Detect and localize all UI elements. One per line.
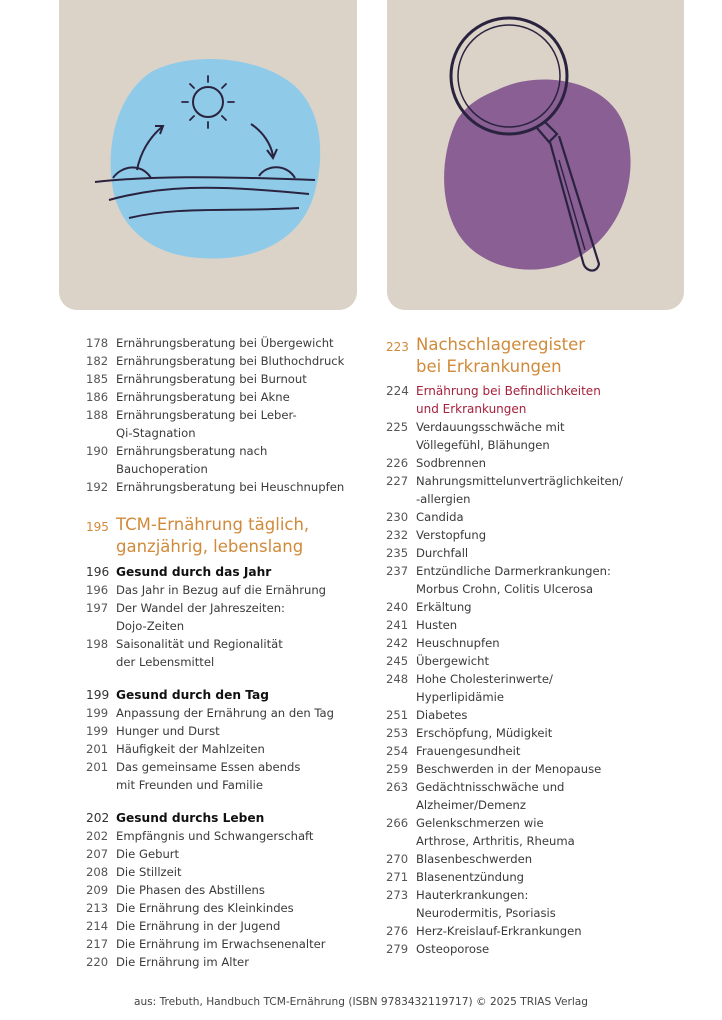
toc-entry[interactable] (86, 827, 366, 845)
toc-entry[interactable] (86, 917, 366, 935)
entry-title: Herz-Kreislauf-Erkrankungen (416, 924, 582, 938)
page-number: 199 (86, 706, 109, 720)
page-number: 237 (386, 564, 409, 578)
entry-title: Verdauungsschwäche mit Völlegefühl, Blähungen (416, 420, 565, 452)
toc-entry[interactable] (86, 599, 366, 635)
section-page-number: 202 (86, 811, 110, 825)
toc-entry[interactable] (86, 845, 366, 863)
section-page-number: 199 (86, 688, 110, 702)
toc-entry[interactable] (86, 635, 366, 671)
toc-entry[interactable] (86, 352, 366, 370)
entry-title: Entzündliche Darmerkrankungen: Morbus Crohn, Colitis Ulcerosa (416, 564, 611, 596)
entry-title: Ernährungsberatung bei Übergewicht (116, 336, 334, 350)
toc-left-column (86, 334, 366, 971)
toc-entry[interactable] (386, 742, 686, 760)
page-number: 251 (386, 708, 409, 722)
chapter-heading[interactable] (386, 334, 686, 378)
page-number: 232 (386, 528, 409, 542)
entry-title: Verstopfung (416, 528, 487, 542)
page-number: 199 (86, 724, 109, 738)
entry-title: Husten (416, 618, 458, 632)
section-heading[interactable] (86, 809, 366, 827)
page-number: 266 (386, 816, 409, 830)
page-number: 217 (86, 937, 109, 951)
entry-title: Übergewicht (416, 654, 490, 668)
page-number: 220 (86, 955, 109, 969)
entry-title: Osteoporose (416, 942, 490, 956)
entry-title: Der Wandel der Jahreszeiten: Dojo-Zeiten (116, 601, 285, 633)
page-number: 227 (386, 474, 409, 488)
entry-title: Die Ernährung in der Jugend (116, 919, 281, 933)
page-number: 190 (86, 444, 109, 458)
toc-entry[interactable] (386, 652, 686, 670)
entry-title: Blasenentzündung (416, 870, 525, 884)
toc-entry[interactable] (86, 953, 366, 971)
chapter-page-number: 223 (386, 340, 409, 354)
entry-title: Die Phasen des Abstillens (116, 883, 265, 897)
entry-title: Saisonalität und Regionalität der Lebensmittel (116, 637, 283, 669)
entry-title: Beschwerden in der Menopause (416, 762, 602, 776)
entry-title: Sodbrennen (416, 456, 486, 470)
toc-entry[interactable] (386, 760, 686, 778)
page-number: 213 (86, 901, 109, 915)
entry-title: Anpassung der Ernährung an den Tag (116, 706, 334, 720)
page-number: 245 (386, 654, 409, 668)
entry-title: Durchfall (416, 546, 469, 560)
toc-entry[interactable] (386, 544, 686, 562)
source-footer: aus: Trebuth, Handbuch TCM-Ernährung (ISBN 9783432119717) © 2025 TRIAS Verlag (133, 996, 589, 1008)
page-number: 235 (386, 546, 409, 560)
entry-title: Die Geburt (116, 847, 180, 861)
chapter-page-number: 195 (86, 520, 109, 534)
toc-entry[interactable] (386, 598, 686, 616)
toc-entry[interactable] (86, 334, 366, 352)
page-number: 259 (386, 762, 409, 776)
page-number: 201 (86, 742, 109, 756)
entry-title: Die Stillzeit (116, 865, 182, 879)
chapter-title: Nachschlageregister bei Erkrankungen (416, 335, 586, 376)
page-number: 279 (386, 942, 409, 956)
entry-title: Die Ernährung des Kleinkindes (116, 901, 294, 915)
section-title: Gesund durch das Jahr (116, 565, 272, 579)
page-number: 209 (86, 883, 109, 897)
toc-entry[interactable] (86, 935, 366, 953)
entry-title: Ernährungsberatung bei Heuschnupfen (116, 480, 345, 494)
magnifier-icon (387, 0, 684, 310)
page-number: 182 (86, 354, 109, 368)
entry-title: Die Ernährung im Alter (116, 955, 249, 969)
entry-title: Ernährung bei Befindlichkeiten und Erkrankungen (416, 384, 601, 416)
toc-right-column (386, 334, 686, 958)
toc-entry[interactable] (386, 814, 686, 850)
entry-title: Ernährungsberatung nach Bauchoperation (116, 444, 268, 476)
toc-entry[interactable] (86, 863, 366, 881)
entry-list-top (86, 334, 366, 496)
section-heading[interactable] (86, 686, 366, 704)
page-number: 226 (386, 456, 409, 470)
page-number: 198 (86, 637, 109, 651)
entry-title: Diabetes (416, 708, 468, 722)
page-number: 225 (386, 420, 409, 434)
toc-entry[interactable] (86, 722, 366, 740)
page-number: 185 (86, 372, 109, 386)
toc-entry[interactable] (386, 724, 686, 742)
page-number: 188 (86, 408, 109, 422)
entry-title: Ernährungsberatung bei Bluthochdruck (116, 354, 345, 368)
toc-entry[interactable] (386, 454, 686, 472)
chapter-heading[interactable] (86, 514, 366, 558)
entry-title: Candida (416, 510, 464, 524)
page-number: 202 (86, 829, 109, 843)
page-number: 214 (86, 919, 109, 933)
toc-entry[interactable] (386, 508, 686, 526)
toc-entry[interactable] (86, 581, 366, 599)
page-number: 253 (386, 726, 409, 740)
toc-entry[interactable] (386, 472, 686, 508)
page-number: 276 (386, 924, 409, 938)
section-heading[interactable] (86, 563, 366, 581)
page-number: 241 (386, 618, 409, 632)
entry-title: Heuschnupfen (416, 636, 500, 650)
entry-title: Blasenbeschwerden (416, 852, 533, 866)
toc-entry[interactable] (86, 370, 366, 388)
toc-entry[interactable] (386, 562, 686, 598)
entry-title: Hauterkrankungen: Neurodermitis, Psoriasis (416, 888, 556, 920)
toc-entry[interactable] (86, 442, 366, 478)
entry-title: Erschöpfung, Müdigkeit (416, 726, 553, 740)
page-number: 197 (86, 601, 109, 615)
toc-entry[interactable] (386, 706, 686, 724)
page-number: 242 (386, 636, 409, 650)
toc-entry[interactable] (386, 526, 686, 544)
page-number: 201 (86, 760, 109, 774)
entry-title: Erkältung (416, 600, 472, 614)
toc-entry[interactable] (386, 670, 686, 706)
chapter-title: TCM-Ernährung täglich, ganzjährig, lebenslang (116, 515, 310, 556)
toc-entry[interactable] (86, 899, 366, 917)
toc-entry[interactable] (86, 758, 366, 794)
page-number: 273 (386, 888, 409, 902)
toc-entry[interactable] (386, 616, 686, 634)
entry-title: Frauengesundheit (416, 744, 521, 758)
page-number: 271 (386, 870, 409, 884)
entry-title: Nahrungsmittelunverträglichkeiten/ -allergien (416, 474, 623, 506)
entry-title: Ernährungsberatung bei Leber- Qi-Stagnation (116, 408, 297, 440)
toc-entry[interactable] (386, 634, 686, 652)
section-title: Gesund durch den Tag (116, 688, 269, 702)
entry-title: Hohe Cholesterinwerte/ Hyperlipidämie (416, 672, 553, 704)
entry-title: Häufigkeit der Mahlzeiten (116, 742, 265, 756)
illustration-card-year (59, 0, 357, 310)
page-number: 240 (386, 600, 409, 614)
section-title: Gesund durchs Leben (116, 811, 265, 825)
page-number: 196 (86, 583, 109, 597)
page-number: 224 (386, 384, 409, 398)
toc-entry[interactable] (86, 704, 366, 722)
sun-seasons-icon (59, 0, 357, 310)
toc-entry[interactable] (386, 418, 686, 454)
page-number: 186 (86, 390, 109, 404)
toc-entry[interactable] (386, 778, 686, 814)
entry-title: Empfängnis und Schwangerschaft (116, 829, 314, 843)
page-number: 248 (386, 672, 409, 686)
page-number: 208 (86, 865, 109, 879)
page-number: 207 (86, 847, 109, 861)
entry-title: Hunger und Durst (116, 724, 220, 738)
entry-title: Die Ernährung im Erwachsenenalter (116, 937, 326, 951)
toc-entry[interactable] (386, 868, 686, 886)
entry-title: Ernährungsberatung bei Akne (116, 390, 290, 404)
toc-entry[interactable] (86, 740, 366, 758)
toc-entry[interactable] (386, 940, 686, 958)
highlighted-entry[interactable] (386, 382, 686, 418)
entry-title: Ernährungsberatung bei Burnout (116, 372, 307, 386)
toc-entry[interactable] (86, 478, 366, 496)
illustration-card-magnifier (387, 0, 684, 310)
page-number: 254 (386, 744, 409, 758)
toc-entry[interactable] (86, 388, 366, 406)
entry-title: Gelenkschmerzen wie Arthrose, Arthritis, Rheuma (416, 816, 575, 848)
page-number: 263 (386, 780, 409, 794)
section-page-number: 196 (86, 565, 110, 579)
toc-entry[interactable] (386, 850, 686, 868)
page-number: 178 (86, 336, 109, 350)
toc-entry[interactable] (386, 886, 686, 922)
page-number: 192 (86, 480, 109, 494)
page-number: 230 (386, 510, 409, 524)
page-number: 270 (386, 852, 409, 866)
entry-title: Gedächtnisschwäche und Alzheimer/Demenz (416, 780, 565, 812)
toc-entry[interactable] (86, 881, 366, 899)
toc-entry[interactable] (86, 406, 366, 442)
entry-title: Das gemeinsame Essen abends mit Freunden und Familie (116, 760, 301, 792)
entry-title: Das Jahr in Bezug auf die Ernährung (116, 583, 327, 597)
toc-entry[interactable] (386, 922, 686, 940)
